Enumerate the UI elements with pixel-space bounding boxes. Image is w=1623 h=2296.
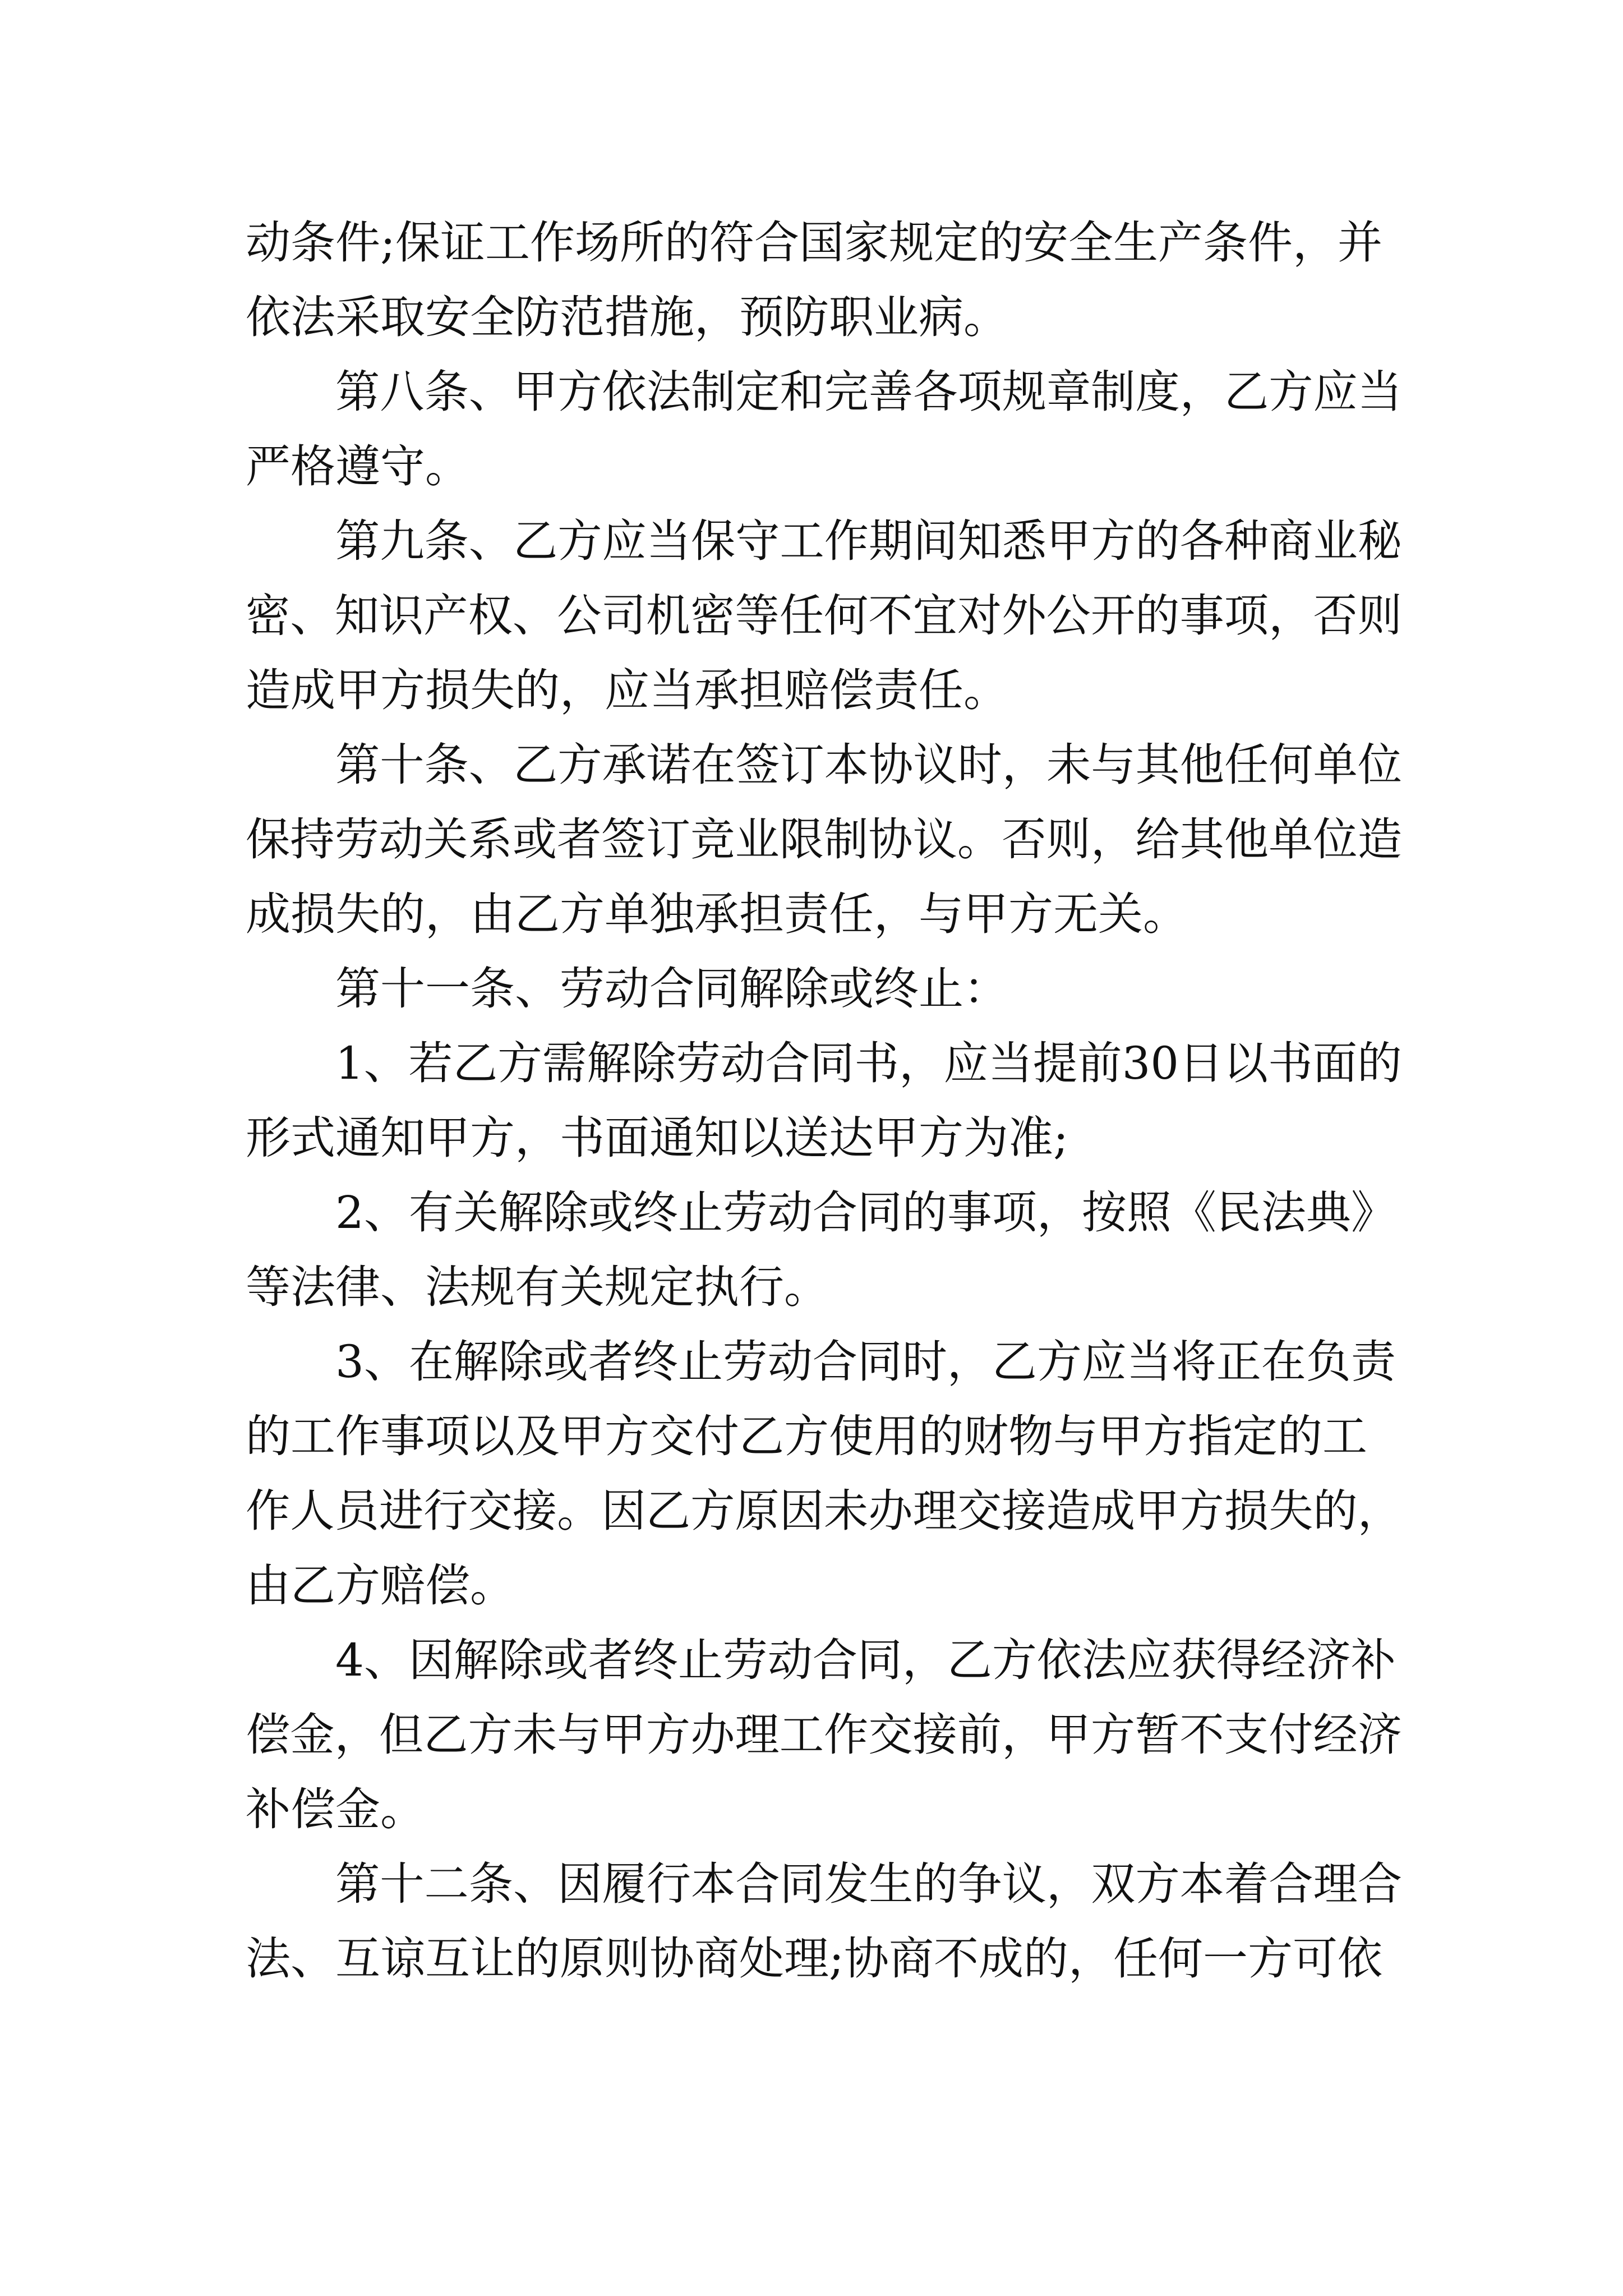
text-line-22: 补偿金。: [246, 1783, 425, 1835]
text-line-4: 严格遵守。: [246, 440, 470, 493]
text-line-5: 第九条、乙方应当保守工作期间知悉甲方的各种商业秘: [335, 515, 1402, 567]
text-line-23: 第十二条、因履行本合同发生的争议，双方本着合理合: [335, 1858, 1402, 1910]
text-line-12: 1、若乙方需解除劳动合同书，应当提前30日以书面的: [335, 1037, 1402, 1089]
text-line-10: 成损失的，由乙方单独承担责任，与甲方无关。: [246, 888, 1188, 940]
text-line-16: 3、在解除或者终止劳动合同时，乙方应当将正在负责: [335, 1336, 1396, 1388]
text-line-7: 造成甲方损失的，应当承担赔偿责任。: [246, 664, 1008, 716]
text-line-18: 作人员进行交接。因乙方原因未办理交接造成甲方损失的，: [246, 1485, 1402, 1537]
text-line-15: 等法律、法规有关规定执行。: [246, 1261, 829, 1313]
text-line-8: 第十条、乙方承诺在签订本协议时，未与其他任何单位: [335, 739, 1402, 791]
text-line-21: 偿金，但乙方未与甲方办理工作交接前，甲方暂不支付经济: [246, 1709, 1402, 1761]
text-line-13: 形式通知甲方，书面通知以送达甲方为准;: [246, 1112, 1068, 1164]
text-line-6: 密、知识产权、公司机密等任何不宜对外公开的事项，否则: [246, 590, 1402, 642]
text-line-9: 保持劳动关系或者签订竞业限制协议。否则，给其他单位造: [246, 813, 1402, 866]
text-line-20: 4、因解除或者终止劳动合同，乙方依法应获得经济补: [335, 1634, 1396, 1686]
text-line-19: 由乙方赔偿。: [246, 1559, 515, 1612]
text-line-1: 动条件;保证工作场所的符合国家规定的安全生产条件，并: [246, 217, 1382, 269]
text-line-11: 第十一条、劳动合同解除或终止：: [335, 963, 1008, 1015]
text-line-24: 法、互谅互让的原则协商处理;协商不成的，任何一方可依: [246, 1932, 1382, 1985]
text-line-3: 第八条、甲方依法制定和完善各项规章制度，乙方应当: [335, 366, 1402, 418]
text-line-17: 的工作事项以及甲方交付乙方使用的财物与甲方指定的工: [246, 1410, 1367, 1462]
text-line-14: 2、有关解除或终止劳动合同的事项，按照《民法典》: [335, 1186, 1396, 1239]
text-line-2: 依法采取安全防范措施，预防职业病。: [246, 291, 1008, 343]
